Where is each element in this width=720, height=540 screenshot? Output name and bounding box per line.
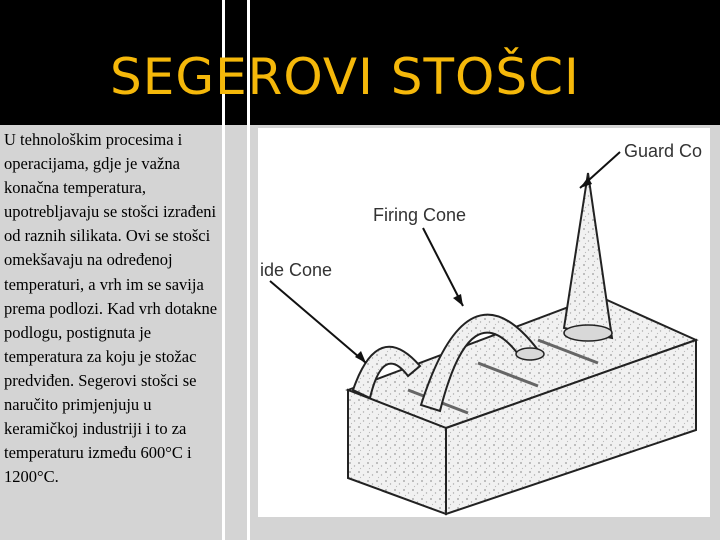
cone-diagram xyxy=(258,128,710,517)
firing-leader xyxy=(423,228,463,306)
guide-leader xyxy=(270,281,366,363)
guard-cone xyxy=(564,173,612,338)
firing-cone-label: Firing Cone xyxy=(373,205,467,225)
guard-cone-label: Guard Co xyxy=(624,141,703,161)
guide-cone-label: ide Cone xyxy=(260,260,333,280)
cone-illustration xyxy=(258,128,710,517)
body-text: U tehnološkim procesima i operacijama, gdje je važna konačna temperatura, upotrebljavaju se stošci izrađeni od raznih silikata. Ovi se stošci omekšavaju na određenoj temperaturi, a vrh im se savija prema podlozi. Kad vrh dotakne podlogu, postignuta je temperatura za koju je stožac predviđen. Segerovi stošci se naručito primjenjuju u keramičkoj industriji i to za temperaturu između 600°C i 1200°C. xyxy=(4,130,218,487)
slide-title: SEGEROVI STOŠCI xyxy=(110,48,580,106)
